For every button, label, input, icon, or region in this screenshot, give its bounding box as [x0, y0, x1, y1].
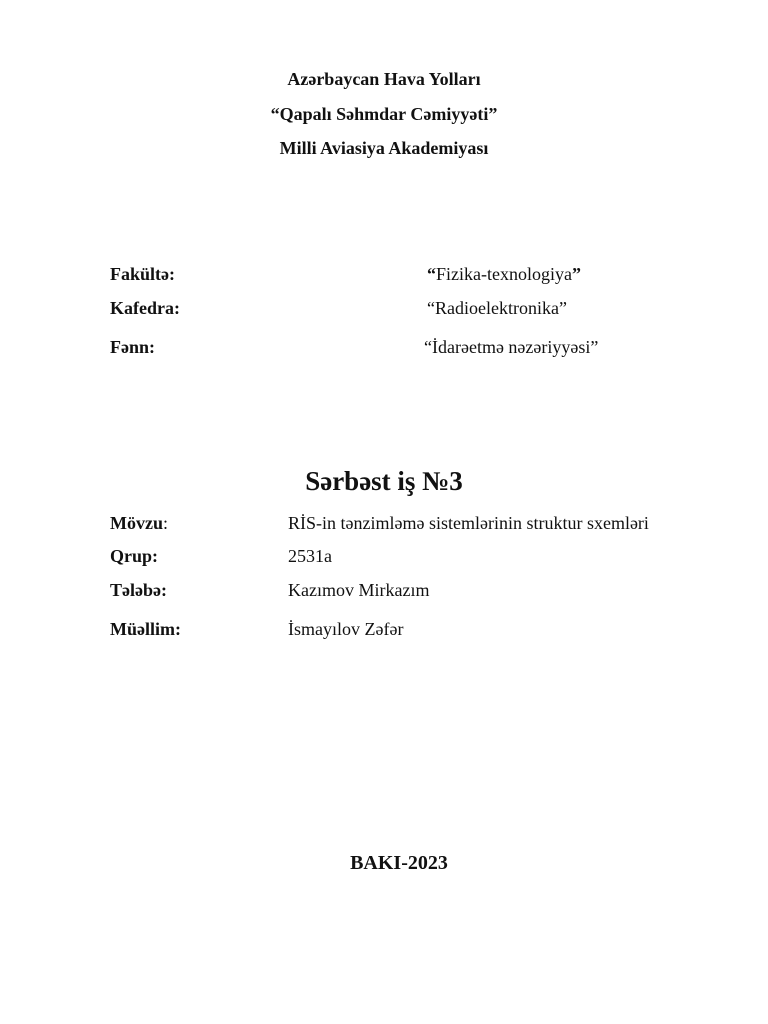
group-label: Qrup:: [110, 546, 159, 566]
faculty-value: [427, 264, 581, 285]
faculty-close-quote: ”: [571, 264, 581, 284]
student-label: Tələbə:: [110, 580, 167, 600]
faculty-label: Fakültə:: [110, 264, 175, 284]
subject-label: Fənn:: [110, 337, 155, 357]
academy-name: Milli Aviasiya Akademiyası: [279, 138, 489, 158]
group-value: 2531a: [288, 546, 332, 566]
teacher-label: Müəllim:: [110, 619, 181, 639]
document-title: Sərbəst iş №3: [305, 466, 463, 496]
topic-label-text: Mövzu: [110, 513, 163, 533]
organization-name: Azərbaycan Hava Yolları: [287, 69, 481, 89]
topic-value: RİS-in tənzimləmə sistemlərinin struktur sxemləri: [288, 513, 649, 533]
faculty-open-quote: “: [427, 264, 436, 284]
teacher-value: İsmayılov Zəfər: [288, 619, 404, 639]
topic-label-colon: :: [163, 513, 169, 533]
subject-value: “İdarəetmə nəzəriyyəsi”: [424, 337, 599, 357]
topic-label: [110, 513, 168, 534]
student-value: Kazımov Mirkazım: [288, 580, 430, 600]
department-value: “Radioelektronika”: [427, 298, 567, 318]
faculty-value-text: Fizika-texnologiya: [436, 264, 572, 284]
city-year: BAKI-2023: [350, 852, 448, 874]
organization-type: “Qapalı Səhmdar Cəmiyyəti”: [270, 104, 498, 124]
department-label: Kafedra:: [110, 298, 180, 318]
